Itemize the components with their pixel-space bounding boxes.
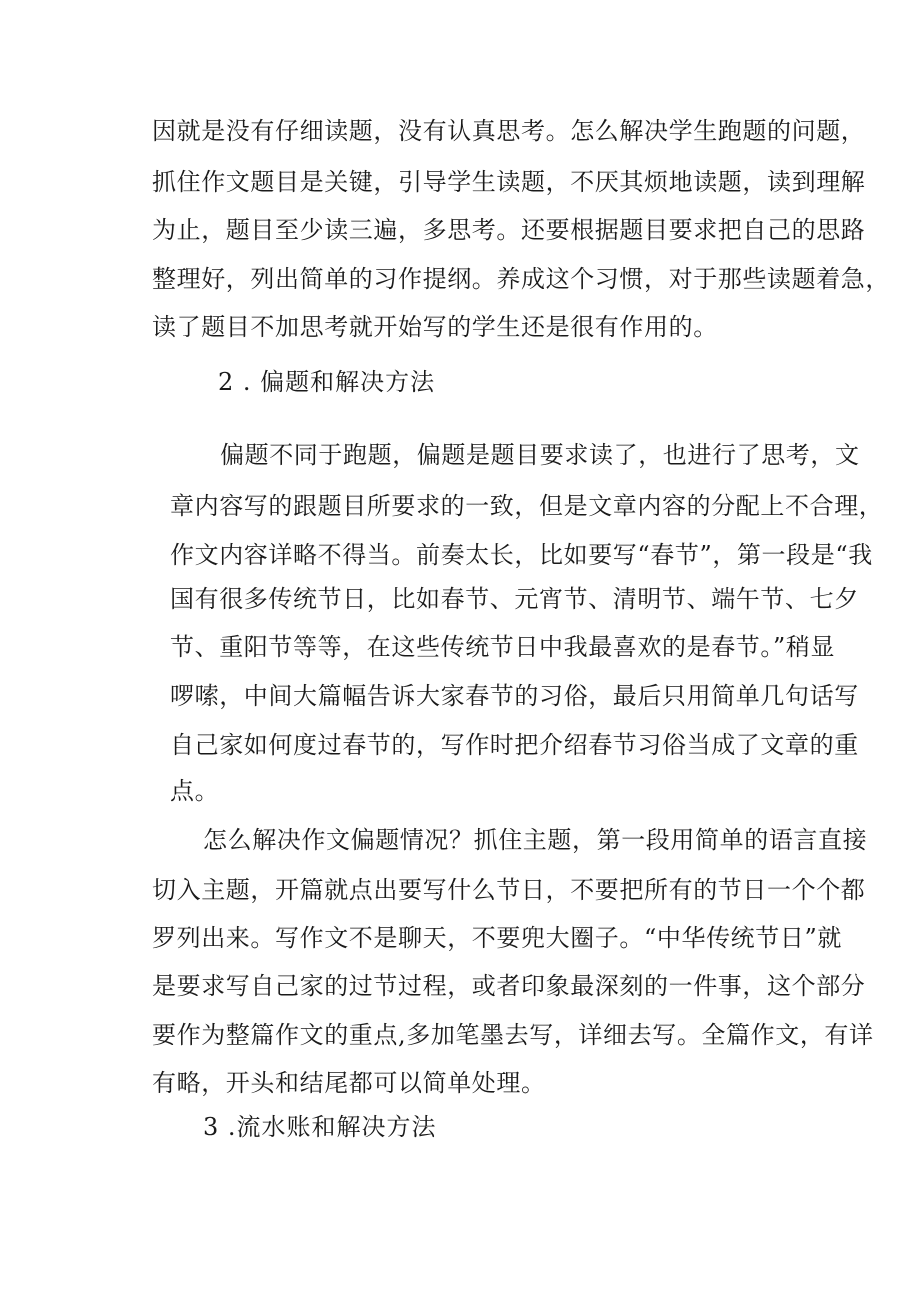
paragraph-line: 读了题目不加思考就开始写的学生还是很有作用的。 [152, 313, 718, 341]
paragraph-line: 章内容写的跟题目所要求的一致，但是文章内容的分配上不合理， [170, 492, 884, 520]
paragraph-line: 自己家如何度过春节的，写作时把介绍春节习俗当成了文章的重 [170, 731, 859, 759]
paragraph-line: 切入主题，开篇就点出要写什么节日，不要把所有的节日一个个都 [152, 876, 866, 904]
paragraph-line: 作文内容详略不得当。前奏太长，比如要写“春节”，第一段是“我 [170, 541, 873, 569]
paragraph-line: 啰嗦，中间大篇幅告诉大家春节的习俗，最后只用简单几句话写 [170, 682, 859, 710]
paragraph-line: 抓住作文题目是关键，引导学生读题，不厌其烦地读题，读到理解 [152, 168, 866, 196]
paragraph-line: 是要求写自己家的过节过程，或者印象最深刻的一件事，这个部分 [152, 972, 866, 1000]
paragraph-line: 国有很多传统节日，比如春节、元宵节、清明节、端午节、七夕 [170, 585, 859, 613]
paragraph-line: 为止，题目至少读三遍，多思考。还要根据题目要求把自己的思路 [152, 216, 866, 244]
section-heading: 2 . 偏题和解决方法 [218, 368, 436, 396]
paragraph-line: 整理好，列出简单的习作提纲。养成这个习惯，对于那些读题着急， [152, 265, 890, 293]
paragraph-line: 要作为整篇作文的重点,多加笔墨去写，详细去写。全篇作文，有详 [152, 1021, 874, 1049]
paragraph-line: 节、重阳节等等，在这些传统节日中我最喜欢的是春节。”稍显 [170, 633, 836, 661]
paragraph-line: 怎么解决作文偏题情况？抓住主题，第一段用简单的语言直接 [203, 826, 868, 854]
paragraph-line: 点。 [170, 777, 220, 805]
paragraph-line: 有略，开头和结尾都可以简单处理。 [152, 1069, 546, 1097]
paragraph-line: 偏题不同于跑题，偏题是题目要求读了，也进行了思考，文 [220, 441, 860, 469]
paragraph-line: 罗列出来。写作文不是聊天，不要兜大圈子。“中华传统节日”就 [152, 924, 842, 952]
section-heading: 3 .流水账和解决方法 [203, 1113, 437, 1141]
paragraph-line: 因就是没有仔细读题，没有认真思考。怎么解决学生跑题的问题， [152, 117, 866, 145]
